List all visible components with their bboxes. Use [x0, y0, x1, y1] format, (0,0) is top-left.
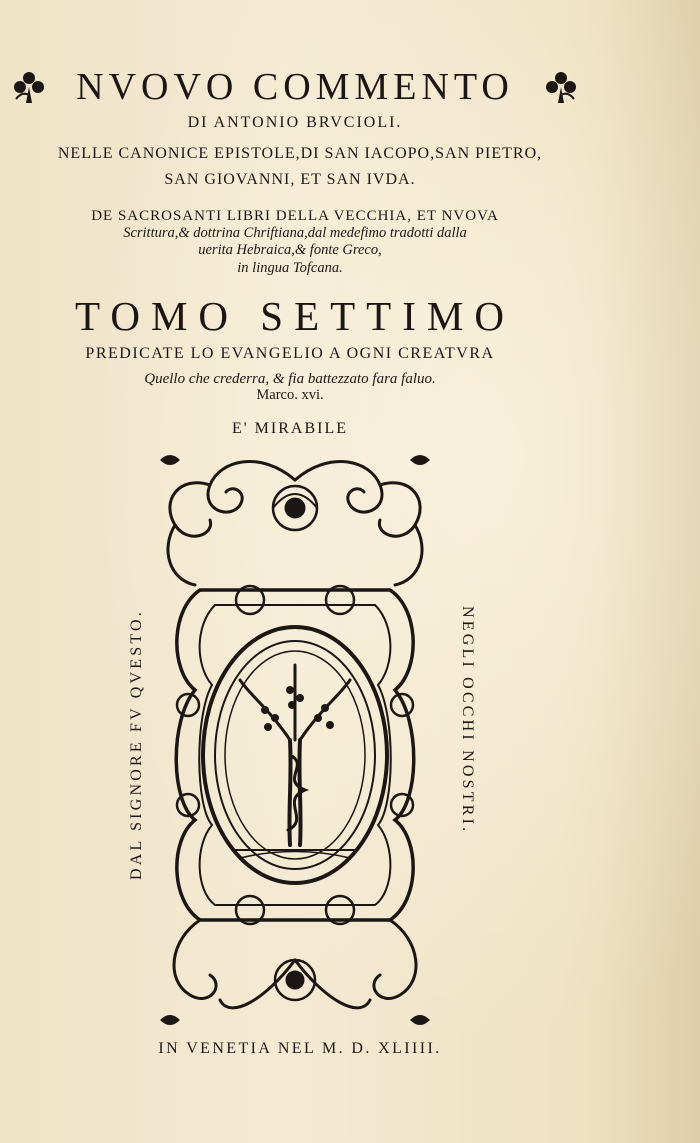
motto-line: PREDICATE LO EVANGELIO A OGNI CREATVRA [85, 345, 495, 362]
show-through-edge [600, 0, 700, 1143]
fleuron-left-icon [12, 69, 46, 105]
description-line-1: DE SACROSANTI LIBRI DELLA VECCHIA, ET NVOVA [91, 208, 499, 224]
author-line: DI ANTONIO BRVCIOLI. [187, 114, 403, 131]
subject-line-1: NELLE CANONICE EPISTOLE,DI SAN IACOPO,SAN PIETRO, [57, 145, 543, 162]
citation-line: Marco. xvi. [256, 387, 324, 403]
woodcut-emblem-icon [140, 440, 450, 1040]
emblem-caption: E' MIRABILE [232, 420, 348, 437]
description-line-3: uerita Hebraica,& fonte Greco, [198, 242, 382, 258]
volume-heading: TOMO SETTIMO [75, 293, 515, 339]
description-line-2: Scrittura,& dottrina Chriftiana,dal medefimo tradotti dalla [123, 225, 467, 241]
quote-line: Quello che crederra, & fia battezzato fara faluo. [144, 371, 436, 387]
emblem-left-text: DAL SIGNORE FV QVESTO. [128, 608, 145, 880]
description-line-4: in lingua Tofcana. [237, 260, 343, 276]
emblem-right-text: NEGLI OCCHI NOSTRI. [459, 606, 476, 835]
fleuron-right-icon [544, 69, 578, 105]
main-title: NVOVO COMMENTO [76, 66, 514, 108]
imprint-line: IN VENETIA NEL M. D. XLIIII. [158, 1040, 442, 1057]
title-row [12, 66, 578, 108]
subject-line-2: SAN GIOVANNI, ET SAN IVDA. [164, 171, 416, 188]
